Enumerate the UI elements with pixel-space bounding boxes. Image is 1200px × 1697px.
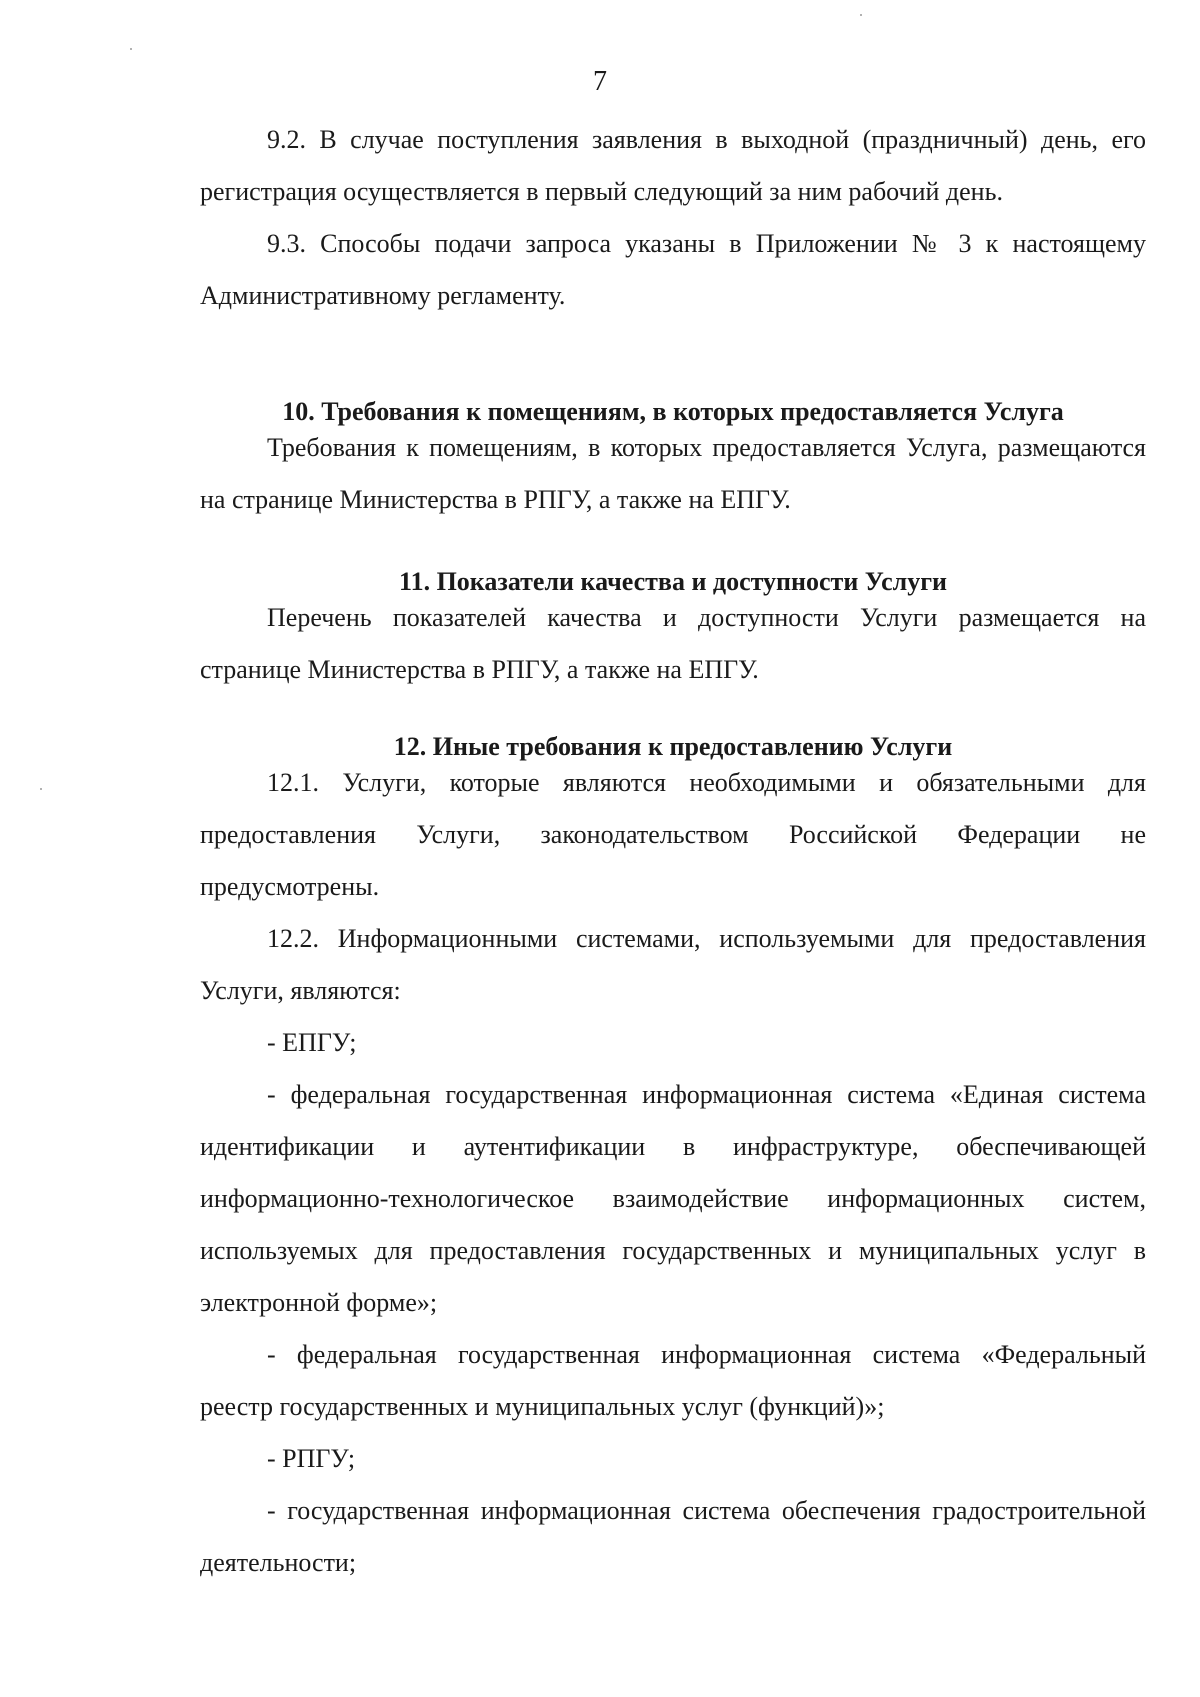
section-10 [200,396,1146,526]
section-9 [200,114,1146,322]
section-11 [200,566,1146,696]
section-12-heading: 12. Иные требования к предоставлению Услуги [393,732,953,761]
paragraph-9-3: 9.3. Способы подачи запроса указаны в Приложении № 3 к настоящему Административному регламенту. [200,229,1146,310]
paragraph-9-2: 9.2. В случае поступления заявления в выходной (праздничный) день, его регистрация осуществляется в первый следующий за ним рабочий день. [200,125,1146,206]
section-11-text: Перечень показателей качества и доступности Услуги размещается на странице Министерства в РПГУ, а также на ЕПГУ. [200,603,1146,684]
section-12 [200,731,1146,1589]
list-item-frgu: - федеральная государственная информационная система «Федеральный реестр государственных и муниципальных услуг (функций)»; [200,1340,1146,1421]
page-number: 7 [593,66,607,97]
section-10-text: Требования к помещениям, в которых предоставляется Услуга, размещаются на странице Министерства в РПГУ, а также на ЕПГУ. [200,433,1146,514]
list-item-epgu: - ЕПГУ; [267,1028,357,1057]
list-item-rpgu: - РПГУ; [267,1444,356,1473]
paragraph-12-1: 12.1. Услуги, которые являются необходимыми и обязательными для предоставления Услуги, законодательством Российской Федерации не предусмотрены. [200,768,1146,901]
list-item-isogd: - государственная информационная система обеспечения градостроительной деятельности; [200,1496,1146,1577]
section-10-heading: 10. Требования к помещениям, в которых предоставляется Услуга [282,397,1064,426]
scan-speck [40,788,42,790]
paragraph-12-2: 12.2. Информационными системами, используемыми для предоставления Услуги, являются: [200,924,1146,1005]
scan-speck [860,14,862,16]
scan-speck [130,48,132,50]
section-11-heading: 11. Показатели качества и доступности Услуги [399,567,947,596]
list-item-esia: - федеральная государственная информационная система «Единая система идентификации и аутентификации в инфраструктуре, обеспечивающей информационно-технологическое взаимодействие информационных систем, используемых для предоставления государственных и муниципальных услуг в электронной форме»; [200,1080,1146,1317]
